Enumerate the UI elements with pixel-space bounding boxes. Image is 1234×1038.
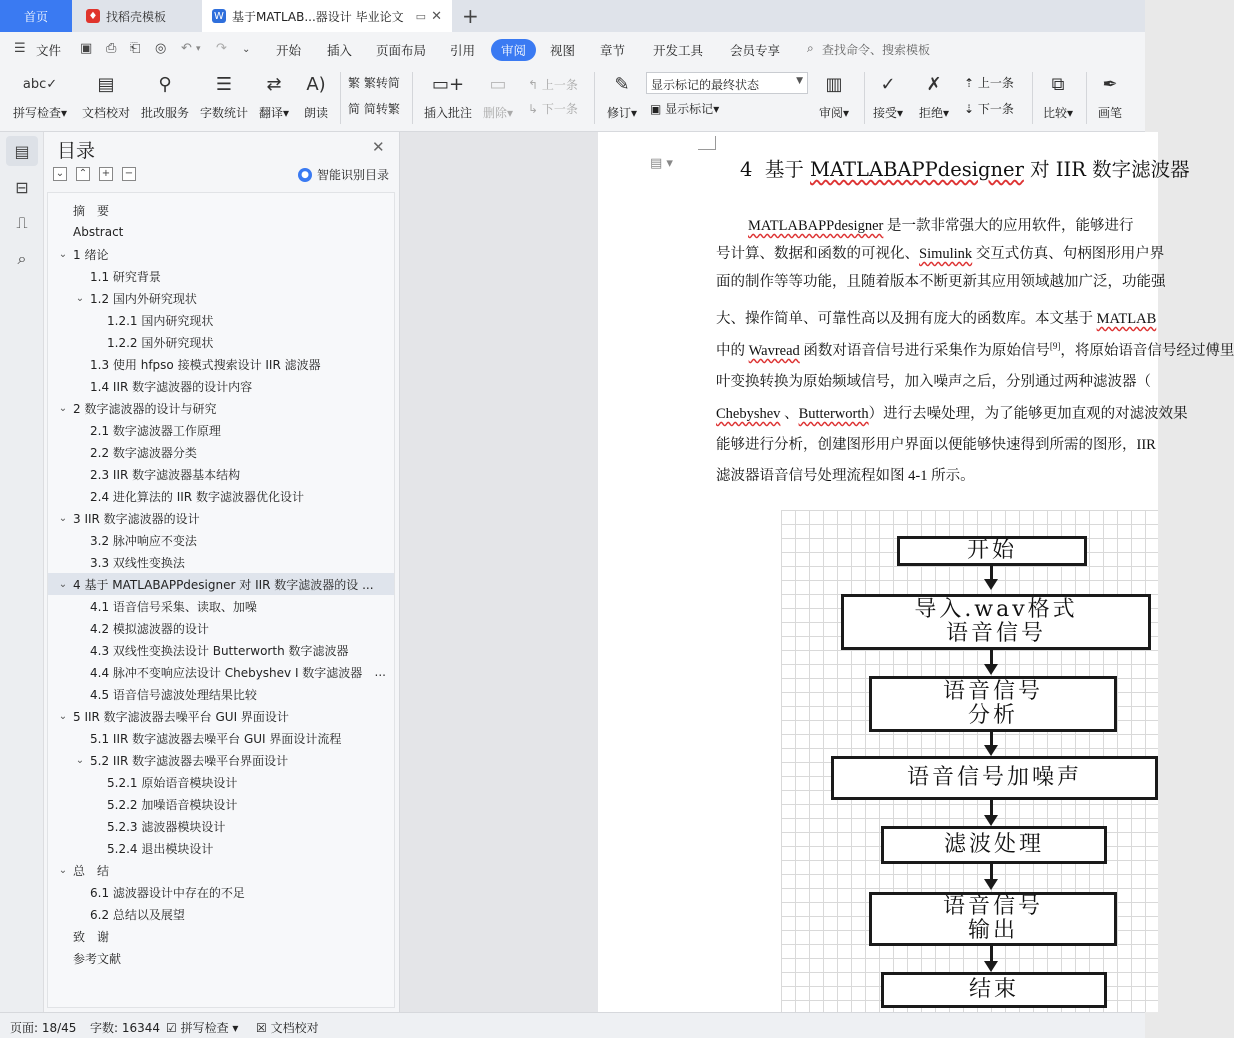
toc-item-label: 5.2.4 退出模块设计 (107, 841, 214, 856)
spell-check-icon: abc✓ (22, 76, 58, 92)
revise-service-button[interactable]: ⚲ 批改服务 (135, 70, 195, 121)
read-aloud-button[interactable]: A) 朗读 (286, 70, 346, 121)
delete-comment-icon: ▭ (489, 73, 507, 95)
revise-service-icon: ⚲ (158, 73, 172, 95)
chevron-down-icon[interactable]: ⌄ (58, 248, 68, 260)
flow-noise-box: 语音信号加噪声 (831, 756, 1158, 800)
toc-item[interactable] (48, 243, 394, 265)
flow-start-box: 开始 (897, 536, 1087, 566)
new-tab-icon[interactable]: + (462, 4, 479, 28)
ribbon-separator (340, 72, 341, 124)
para-line: 叶变换转换为原始频域信号，加入噪声之后，分别通过两种滤波器（ (716, 374, 1151, 390)
toc-item[interactable] (48, 837, 394, 859)
toc-item[interactable] (48, 265, 394, 287)
delete-comment-button[interactable]: ▭ 删除▾ (470, 70, 526, 121)
flow-analyze-box: 语音信号 分析 (869, 676, 1117, 732)
toc-item[interactable] (48, 353, 394, 375)
trad-to-simp-button[interactable]: 繁 繁转简 (348, 76, 400, 90)
chevron-down-icon[interactable]: ⌄ (58, 864, 68, 876)
pen-icon: ✒ (1102, 73, 1118, 95)
more-quick-access-icon[interactable]: ⌄ (242, 44, 251, 55)
review-pane-button[interactable]: ▥ 审阅▾ (806, 70, 862, 121)
toc-item[interactable] (48, 881, 394, 903)
document-page[interactable] (598, 132, 1234, 1012)
toc-item[interactable] (48, 639, 394, 661)
collapse-all-icon[interactable]: ⌄ (53, 167, 67, 181)
para-line: 号计算、数据和函数的可视化、Simulink 交互式仿真、句柄图形用户界 (716, 246, 1165, 262)
toc-item[interactable] (48, 463, 394, 485)
nav-rail (0, 132, 44, 1012)
status-bar (0, 1012, 1145, 1038)
trad-to-simp-icon: 繁 (348, 76, 361, 90)
toc-item-label: 5.2.3 滤波器模块设计 (107, 819, 226, 834)
toc-item-label: 致 谢 (73, 929, 110, 944)
dropdown-arrow-icon: ▼ (796, 76, 803, 86)
status-doc-check[interactable]: ☒ 文档校对 (256, 1021, 319, 1035)
toc-item-label: 摘 要 (73, 203, 110, 218)
find-icon[interactable]: ⌕ (17, 249, 27, 268)
menu-view[interactable]: 视图 (550, 43, 576, 58)
remove-heading-icon[interactable]: − (122, 167, 136, 181)
toc-item-label: 5.2 IIR 数字滤波器去噪平台界面设计 (90, 753, 289, 768)
doc-check-button[interactable]: ▤ 文档校对 (76, 70, 136, 121)
toc-item[interactable] (48, 683, 394, 705)
export-pdf-icon[interactable]: ⎙ (106, 41, 117, 56)
toc-item-label: 4.5 语音信号滤波处理结果比较 (90, 687, 257, 702)
menu-developer[interactable]: 开发工具 (653, 43, 704, 58)
monitor-icon[interactable]: ▭ (415, 9, 426, 23)
toc-panel (44, 132, 400, 1012)
show-markup-button[interactable]: ▣ 显示标记▾ (650, 102, 720, 116)
chapter-nav-icon[interactable]: ⊟ (15, 177, 29, 197)
toc-item-label: 4.1 语音信号采集、读取、加噪 (90, 599, 257, 614)
para-line: 中的 Wavread 函数对语音信号进行采集作为原始信号[9]，将原始语音信号经过傅里 (716, 341, 1234, 359)
flow-arrow (990, 650, 993, 665)
toc-item-label: 总 结 (73, 863, 110, 878)
toc-item[interactable] (48, 771, 394, 793)
toc-item-label: 5 IIR 数字滤波器去噪平台 GUI 界面设计 (73, 709, 289, 724)
print-icon[interactable]: ⎗ (130, 41, 141, 56)
menu-file[interactable]: 文件 (36, 43, 62, 58)
markup-state-select[interactable]: 显示标记的最终状态 ▼ (646, 72, 808, 94)
word-doc-icon: W (212, 9, 226, 23)
toc-item-label: 6.2 总结以及展望 (90, 907, 185, 922)
toc-item[interactable] (48, 749, 394, 771)
read-aloud-icon: A) (306, 73, 326, 95)
review-ribbon (0, 66, 1145, 132)
compare-icon: ⧉ (1051, 73, 1065, 95)
flow-arrow (990, 946, 993, 962)
flow-arrow (990, 800, 993, 816)
toc-item[interactable] (48, 573, 394, 595)
flow-arrow (990, 566, 993, 580)
chevron-down-icon[interactable]: ⌄ (58, 578, 68, 590)
flow-arrow (990, 732, 993, 746)
revise-icon: ✎ (614, 73, 630, 95)
accept-icon: ✓ (880, 73, 896, 95)
insert-comment-icon: ▭+ (431, 73, 465, 95)
toc-item-label: Abstract (73, 225, 124, 239)
chevron-down-icon[interactable]: ⌄ (58, 512, 68, 524)
smart-toc-icon: ● (298, 168, 312, 182)
toc-item[interactable] (48, 397, 394, 419)
command-search-input[interactable]: 查找命令、搜索模板 (822, 43, 931, 57)
add-heading-icon[interactable]: + (99, 167, 113, 181)
menu-insert[interactable]: 插入 (327, 43, 353, 58)
toc-title: 目录 (57, 140, 96, 162)
toc-item-more: ... (374, 665, 386, 679)
insert-comment-button[interactable]: ▭+ 插入批注 (418, 70, 478, 121)
tab-bar (0, 0, 1145, 32)
toc-item[interactable] (48, 947, 394, 969)
accept-button[interactable]: ✓ 接受▾ (860, 70, 916, 121)
para-line: 大、操作简单、可靠性高以及拥有庞大的函数库。本文基于 MATLAB (716, 311, 1157, 327)
prev-change-button[interactable]: ⇡ 上一条 (964, 76, 1014, 90)
menu-page-layout[interactable]: 页面布局 (376, 43, 427, 58)
toc-item-label: 1.1 研究背景 (90, 269, 161, 284)
translate-button[interactable]: ⇄ 翻译▾ (244, 70, 304, 121)
review-pane-icon: ▥ (825, 73, 843, 95)
chevron-down-icon[interactable]: ⌄ (75, 292, 85, 304)
undo-dropdown-icon[interactable]: ▾ (196, 44, 201, 54)
toc-item[interactable] (48, 793, 394, 815)
toc-item-label: 4.2 模拟滤波器的设计 (90, 621, 209, 636)
menu-bar (0, 32, 1145, 66)
prev-comment-button[interactable]: ↰ 上一条 (528, 78, 578, 92)
toc-list (47, 192, 395, 1008)
word-count-indicator[interactable]: 字数: 16344 (90, 1021, 161, 1035)
toc-panel-icon[interactable]: ▤ (6, 136, 38, 166)
toc-item-label: 4 基于 MATLABAPPdesigner 对 IIR 数字滤波器的设 ... (73, 577, 374, 592)
reject-button[interactable]: ✗ 拒绝▾ (906, 70, 962, 121)
flow-filter-box: 滤波处理 (881, 826, 1107, 864)
ribbon-separator (412, 72, 413, 124)
toc-item-label: 5.1 IIR 数字滤波器去噪平台 GUI 界面设计流程 (90, 731, 342, 746)
flow-end-box: 结束 (881, 972, 1107, 1008)
toc-item[interactable] (48, 507, 394, 529)
toc-item[interactable] (48, 529, 394, 551)
toc-item[interactable] (48, 595, 394, 617)
toc-item[interactable] (48, 661, 394, 683)
tab-document-label: 基于MATLAB...器设计 毕业论文 (232, 9, 404, 24)
para-line: Chebyshev 、Butterworth）进行去噪处理，为了能够更加直观的对滤波效果 (716, 406, 1188, 422)
toc-item[interactable] (48, 903, 394, 925)
menu-start[interactable]: 开始 (276, 43, 302, 58)
toc-item-label: 5.2.2 加噪语音模块设计 (107, 797, 238, 812)
toc-item[interactable] (48, 287, 394, 309)
flow-arrow (990, 864, 993, 880)
toc-item-label: 6.1 滤波器设计中存在的不足 (90, 885, 245, 900)
toc-item[interactable] (48, 815, 394, 837)
close-tab-icon[interactable]: ✕ (431, 8, 442, 24)
word-count-button[interactable]: ☰ 字数统计 (194, 70, 254, 121)
toc-item-label: 1.4 IIR 数字滤波器的设计内容 (90, 379, 253, 394)
para-line: 面的制作等等功能，且随着版本不断更新其应用领域越加广泛，功能强 (716, 274, 1166, 290)
toc-item[interactable] (48, 221, 394, 243)
document-area (400, 132, 1234, 1012)
toc-item[interactable] (48, 309, 394, 331)
menu-reference[interactable]: 引用 (450, 43, 476, 58)
toc-item-label: 1.2 国内外研究现状 (90, 291, 197, 306)
chevron-down-icon[interactable]: ⌄ (75, 754, 85, 766)
show-markup-icon: ▣ (650, 102, 662, 116)
chevron-down-icon[interactable]: ⌄ (58, 710, 68, 722)
toc-item[interactable] (48, 485, 394, 507)
toc-item-label: 1 绪论 (73, 247, 109, 262)
checkbox-icon: ☑ (166, 1021, 177, 1035)
toc-item-label: 2.4 进化算法的 IIR 数字滤波器优化设计 (90, 489, 304, 504)
toc-item[interactable] (48, 331, 394, 353)
toc-item[interactable] (48, 727, 394, 749)
word-count-icon: ☰ (215, 73, 233, 95)
toc-item-label: 2 数字滤波器的设计与研究 (73, 401, 217, 416)
flow-output-box: 语音信号 输出 (869, 892, 1117, 946)
expand-all-icon[interactable]: ⌃ (76, 167, 90, 181)
para-line: MATLABAPPdesigner 是一款非常强大的应用软件，能够进行 (748, 218, 1134, 234)
compare-button[interactable]: ⧉ 比较▾ (1030, 70, 1086, 121)
toc-item[interactable] (48, 199, 394, 221)
menu-member[interactable]: 会员专享 (730, 43, 781, 58)
toc-item-label: 2.2 数字滤波器分类 (90, 445, 197, 460)
toc-item-label: 2.1 数字滤波器工作原理 (90, 423, 221, 438)
toc-item[interactable] (48, 617, 394, 639)
toc-item[interactable] (48, 859, 394, 881)
doc-check-icon: ▤ (97, 73, 115, 95)
print-preview-icon[interactable]: ◎ (155, 41, 167, 56)
chevron-down-icon[interactable]: ⌄ (58, 402, 68, 414)
translate-icon: ⇄ (266, 73, 282, 95)
toc-item-label: 4.3 双线性变换法设计 Butterworth 数字滤波器 (90, 643, 349, 658)
prev-change-icon: ⇡ (964, 76, 975, 90)
smart-toc-button[interactable]: ● 智能识别目录 (298, 166, 389, 183)
doc-check-small-icon: ☒ (256, 1021, 267, 1035)
toc-item-label: 3 IIR 数字滤波器的设计 (73, 511, 200, 526)
toc-item[interactable] (48, 925, 394, 947)
page-indicator[interactable]: 页面: 18/45 (10, 1021, 77, 1035)
tab-template-label: 找稻壳模板 (106, 9, 167, 24)
hamburger-menu-icon[interactable]: ☰ (14, 41, 26, 56)
page-menu-icon[interactable]: ▤ ▾ (650, 156, 673, 171)
section-heading: 4 基于 MATLABAPPdesigner 对 IIR 数字滤波器 (740, 158, 1190, 181)
close-icon[interactable]: ✕ (372, 138, 385, 156)
toc-item-label: 4.4 脉冲不变响应法设计 Chebyshev I 数字滤波器 (90, 665, 363, 680)
para-line: 滤波器语音信号处理流程如图 4-1 所示。 (716, 468, 975, 484)
menu-review[interactable]: 审阅 (491, 39, 536, 61)
undo-icon[interactable]: ↶ (181, 41, 192, 56)
toc-item-label: 1.2.1 国内研究现状 (107, 313, 214, 328)
toc-item-label: 3.2 脉冲响应不变法 (90, 533, 197, 548)
toc-item[interactable] (48, 419, 394, 441)
next-change-button[interactable]: ⇣ 下一条 (964, 102, 1014, 116)
menu-chapter[interactable]: 章节 (600, 43, 626, 58)
flowchart-figure (781, 510, 1158, 1012)
next-comment-button[interactable]: ↳ 下一条 (528, 102, 578, 116)
next-change-icon: ⇣ (964, 102, 975, 116)
spell-check-button[interactable]: abc✓ 拼写检查▾ (10, 70, 70, 121)
search-icon: ⌕ (807, 41, 814, 55)
tab-document[interactable] (202, 0, 452, 32)
docer-icon: ♦ (86, 9, 100, 23)
toc-item[interactable] (48, 441, 394, 463)
toc-item[interactable] (48, 375, 394, 397)
toc-item-label: 1.3 使用 hfpso 接模式搜索设计 IIR 滤波器 (90, 357, 321, 372)
reject-icon: ✗ (926, 73, 942, 95)
bookmark-icon[interactable]: ⎍ (16, 213, 28, 232)
para-line: 能够进行分析，创建图形用户界面以便能够快速得到所需的图形，IIR (716, 437, 1156, 453)
revise-button[interactable]: ✎ 修订▾ (592, 70, 652, 121)
redo-icon[interactable]: ↷ (216, 41, 227, 56)
simp-to-trad-icon: 简 (348, 102, 361, 116)
flow-import-box: 导入.wav格式 语音信号 (841, 594, 1151, 650)
brush-button[interactable]: ✒ 画笔 (1082, 70, 1138, 121)
toc-item-label: 参考文献 (73, 951, 122, 966)
toc-item-label: 1.2.2 国外研究现状 (107, 335, 214, 350)
prev-comment-icon: ↰ (528, 78, 539, 92)
toc-item[interactable] (48, 551, 394, 573)
status-spell-check[interactable]: ☑ 拼写检查 ▾ (166, 1021, 239, 1035)
tab-home[interactable]: 首页 (0, 0, 72, 32)
toc-item[interactable] (48, 705, 394, 727)
next-comment-icon: ↳ (528, 102, 539, 116)
toc-item-label: 2.3 IIR 数字滤波器基本结构 (90, 467, 241, 482)
tab-template[interactable] (74, 0, 198, 32)
save-icon[interactable]: ▣ (80, 41, 93, 56)
page-corner-mark (698, 136, 716, 150)
simp-to-trad-button[interactable]: 简 简转繁 (348, 102, 400, 116)
toc-item-label: 3.3 双线性变换法 (90, 555, 185, 570)
toc-item-label: 5.2.1 原始语音模块设计 (107, 775, 238, 790)
